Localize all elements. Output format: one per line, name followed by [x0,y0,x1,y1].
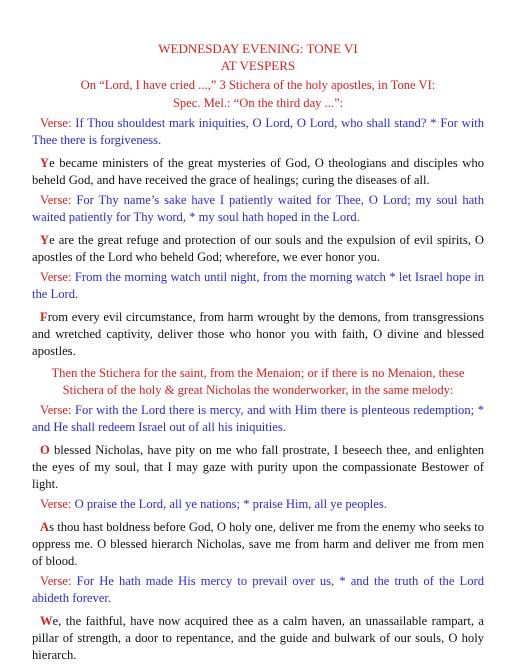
verse [32,115,484,149]
drop-initial: A [40,520,50,534]
drop-initial: O [40,443,50,457]
verse [32,269,484,303]
drop-initial: F [40,310,48,324]
verse-text: For He hath made His mercy to prevail over us, * and the truth of the Lord abideth forever. [32,574,484,605]
sticheron-text: s thou hast boldness before God, O holy one, deliver me from the enemy who seeks to oppress me. O blessed hierarch Nicholas, save me from harm and deliver me from men of blood. [32,520,484,568]
verse-text: If Thou shouldest mark iniquities, O Lord, O Lord, who shall stand? * For with Thee there is forgiveness. [32,116,484,147]
sticheron-text: blessed Nicholas, have pity on me who fall prostrate, I beseech thee, and enlighten the eyes of my soul, that I may gaze with purity upon the compassionate Bestower of light. [32,443,484,491]
drop-initial: Y [40,156,50,170]
sticheron [32,232,484,266]
opening-rubric: On “Lord, I have cried ...,” 3 Stichera of the holy apostles, in Tone VI: [80,78,436,92]
verse-label: Verse: [40,270,75,284]
verse [32,496,484,513]
sticheron [32,442,484,493]
verse-text: For Thy name’s sake have I patiently waited for Thee, O Lord; my soul hath waited patiently for Thy word, * my soul hath hoped in the Lord. [32,193,484,224]
special-melody-rubric: Spec. Mel.: “On the third day ...”: [172,96,344,110]
page-subtitle: AT VESPERS [220,58,296,73]
verse [32,573,484,607]
sticheron-text: e are the great refuge and protection of our souls and the expulsion of evil spirits, O apostles of the Lord who beheld God; wherefore, we ever honor you. [32,233,484,264]
verse-text: O praise the Lord, all ye nations; * praise Him, all ye peoples. [74,497,387,511]
sticheron [32,309,484,360]
sticheron [32,613,484,664]
saint-rubric: Then the Stichera for the saint, from the Menaion; or if there is no Menaion, these Stichera of the holy & great Nicholas the wonderworker, in the same melody: [51,366,465,397]
verse-label: Verse: [40,403,76,417]
verse-text: For with the Lord there is mercy, and with Him there is plenteous redemption; * and He shall redeem Israel out of all his iniquities. [32,403,484,434]
sticheron-text: e became ministers of the great mysteries of God, O theologians and disciples who beheld God, and have received the grace of healings; curing the diseases of all. [32,156,484,187]
verse-label: Verse: [40,574,77,588]
sticheron-text: e, the faithful, have now acquired thee as a calm haven, an unassailable rampart, a pillar of strength, a door to repentance, and the guide and bulwark of our souls, O holy hierarch. [32,614,484,662]
drop-initial: Y [40,233,50,247]
verse-label: Verse: [40,193,77,207]
verse-label: Verse: [40,116,76,130]
document-page [32,40,484,664]
page-title: WEDNESDAY EVENING: TONE VI [158,41,358,56]
verse-text: From the morning watch until night, from the morning watch * let Israel hope in the Lord. [32,270,484,301]
drop-initial: W [40,614,53,628]
verse-label: Verse: [40,497,75,511]
verse [32,402,484,436]
sticheron [32,519,484,570]
sticheron-text: rom every evil circumstance, from harm wrought by the demons, from transgressions and wretched captivity, deliver those who honor you with faith, O divine and blessed apostles. [32,310,484,358]
verse [32,192,484,226]
sticheron [32,155,484,189]
